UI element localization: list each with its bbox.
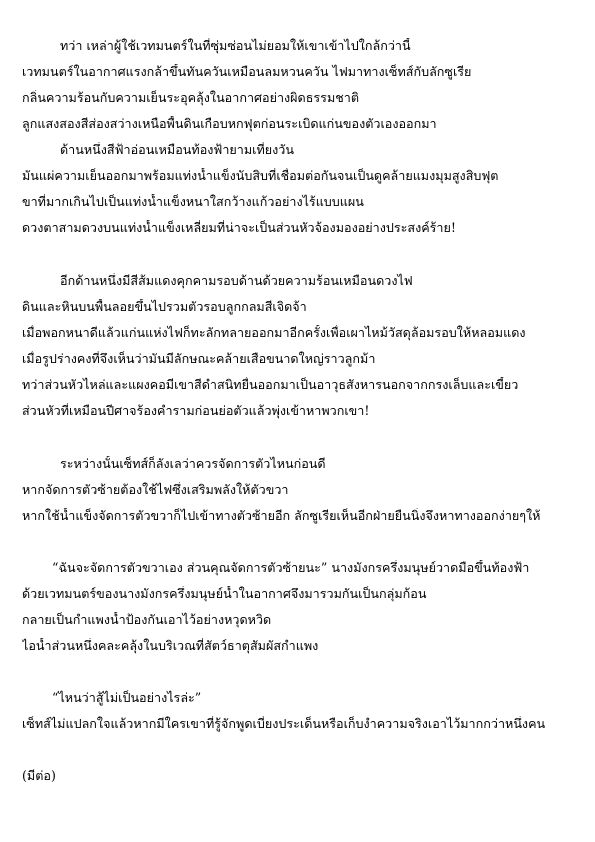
paragraph-3-line-2: ดินและหินบนพื้นลอยขึ้นไปรวมตัวรอบลูกกลมสีเจิดจ้า [22, 299, 307, 314]
paragraph-3-line-5: ทว่าส่วนหัวไหล่และแผงคอมีเขาสีดำสนิทยื่นออกมาเป็นอาวุธสังหารนอกจากกรงเล็บและเขี้ยว [22, 377, 519, 392]
paragraph-4-line-3: หากใช้น้ำแข็งจัดการตัวขวาก็ไปเข้าทางตัวซ้ายอีก ลักซูเรียเห็นอีกฝ่ายยืนนิ่งจึงหาทางออกง่ายๆให้ [22, 508, 541, 523]
paragraph-5-line-2: ด้วยเวทมนตร์ของนางมังกรครึ่งมนุษย์น้ำในอากาศจึงมารวมกันเป็นกลุ่มก้อน [22, 586, 427, 601]
paragraph-6-line-1: “ไหนว่าสู้ไม่เป็นอย่างไรล่ะ” [52, 690, 202, 705]
paragraph-3-line-3: เมื่อพอกหนาดีแล้วแก่นแห่งไฟก็ทะลักทลายออกมาอีกครั้งเพื่อเผาไหม้วัสดุล้อมรอบให้หลอมแดง [22, 325, 526, 340]
to-be-continued-label: (มีต่อ) [22, 768, 56, 783]
paragraph-1-line-2: เวทมนตร์ในอากาศแรงกล้าขึ้นทันควันเหมือนลมหวนควัน ไฟมาทางเซ็ทส์กับลักซูเรีย [22, 64, 472, 79]
paragraph-3-line-4: เมื่อรูปร่างคงที่จึงเห็นว่ามันมีลักษณะคล้ายเสือขนาดใหญ่ราวลูกม้า [22, 351, 376, 366]
paragraph-2-line-4: ดวงตาสามดวงบนแท่งน้ำแข็งเหลี่ยมที่น่าจะเป็นส่วนหัวจ้องมองอย่างประสงค์ร้าย! [22, 220, 456, 235]
paragraph-1-line-4: ลูกแสงสองสีส่องสว่างเหนือพื้นดินเกือบหกฟุตก่อนระเบิดแก่นของตัวเองออกมา [22, 116, 437, 131]
paragraph-5-line-4: ไอน้ำส่วนหนึ่งคละคลุ้งในบริเวณที่สัตว์ธาตุสัมผัสกำแพง [22, 638, 319, 653]
paragraph-2-line-2: มันแผ่ความเย็นออกมาพร้อมแท่งน้ำแข็งนับสิบที่เชื่อมต่อกันจนเป็นดูคล้ายแมงมุมสูงสิบฟุต [22, 168, 499, 183]
paragraph-1-line-3: กลิ่นความร้อนกับความเย็นระอุคลุ้งในอากาศอย่างผิดธรรมชาติ [22, 90, 360, 105]
paragraph-6-line-2: เซ็ทส์ไม่แปลกใจแล้วหากมีใครเขาที่รู้จักพูดเบี่ยงประเด็นหรือเก็บงำความจริงเอาไว้มากกว่าหนึ่งคน [22, 716, 546, 731]
paragraph-5-line-1: “ฉันจะจัดการตัวขวาเอง ส่วนคุณจัดการตัวซ้ายนะ” นางมังกรครึ่งมนุษย์วาดมือขึ้นท้องฟ้า [52, 560, 530, 575]
paragraph-3-line-6: ส่วนหัวที่เหมือนปีศาจร้องคำรามก่อนย่อตัวแล้วพุ่งเข้าหาพวกเขา! [22, 403, 370, 418]
paragraph-3-line-1: อีกด้านหนึ่งมีสีส้มแดงคุกคามรอบด้านด้วยความร้อนเหมือนดวงไฟ [60, 273, 413, 288]
paragraph-1-line-1: ทว่า เหล่าผู้ใช้เวทมนตร์ในที่ซุ่มซ่อนไม่ยอมให้เขาเข้าไปใกล้กว่านี้ [60, 38, 411, 53]
paragraph-4-line-1: ระหว่างนั้นเซ็ทส์ก็ลังเลว่าควรจัดการตัวไหนก่อนดี [60, 456, 326, 471]
paragraph-2-line-1: ด้านหนึ่งสีฟ้าอ่อนเหมือนท้องฟ้ายามเที่ยงวัน [60, 142, 294, 157]
paragraph-5-line-3: กลายเป็นกำแพงน้ำป้องกันเอาไว้อย่างหวุดหวิด [22, 612, 272, 627]
paragraph-4-line-2: หากจัดการตัวซ้ายต้องใช้ไฟซึ่งเสริมพลังให้ตัวขวา [22, 482, 289, 497]
paragraph-2-line-3: ขาที่มากเกินไปเป็นแท่งน้ำแข็งหนาใสกว้างแก้วอย่างไร้แบบแผน [22, 194, 364, 209]
